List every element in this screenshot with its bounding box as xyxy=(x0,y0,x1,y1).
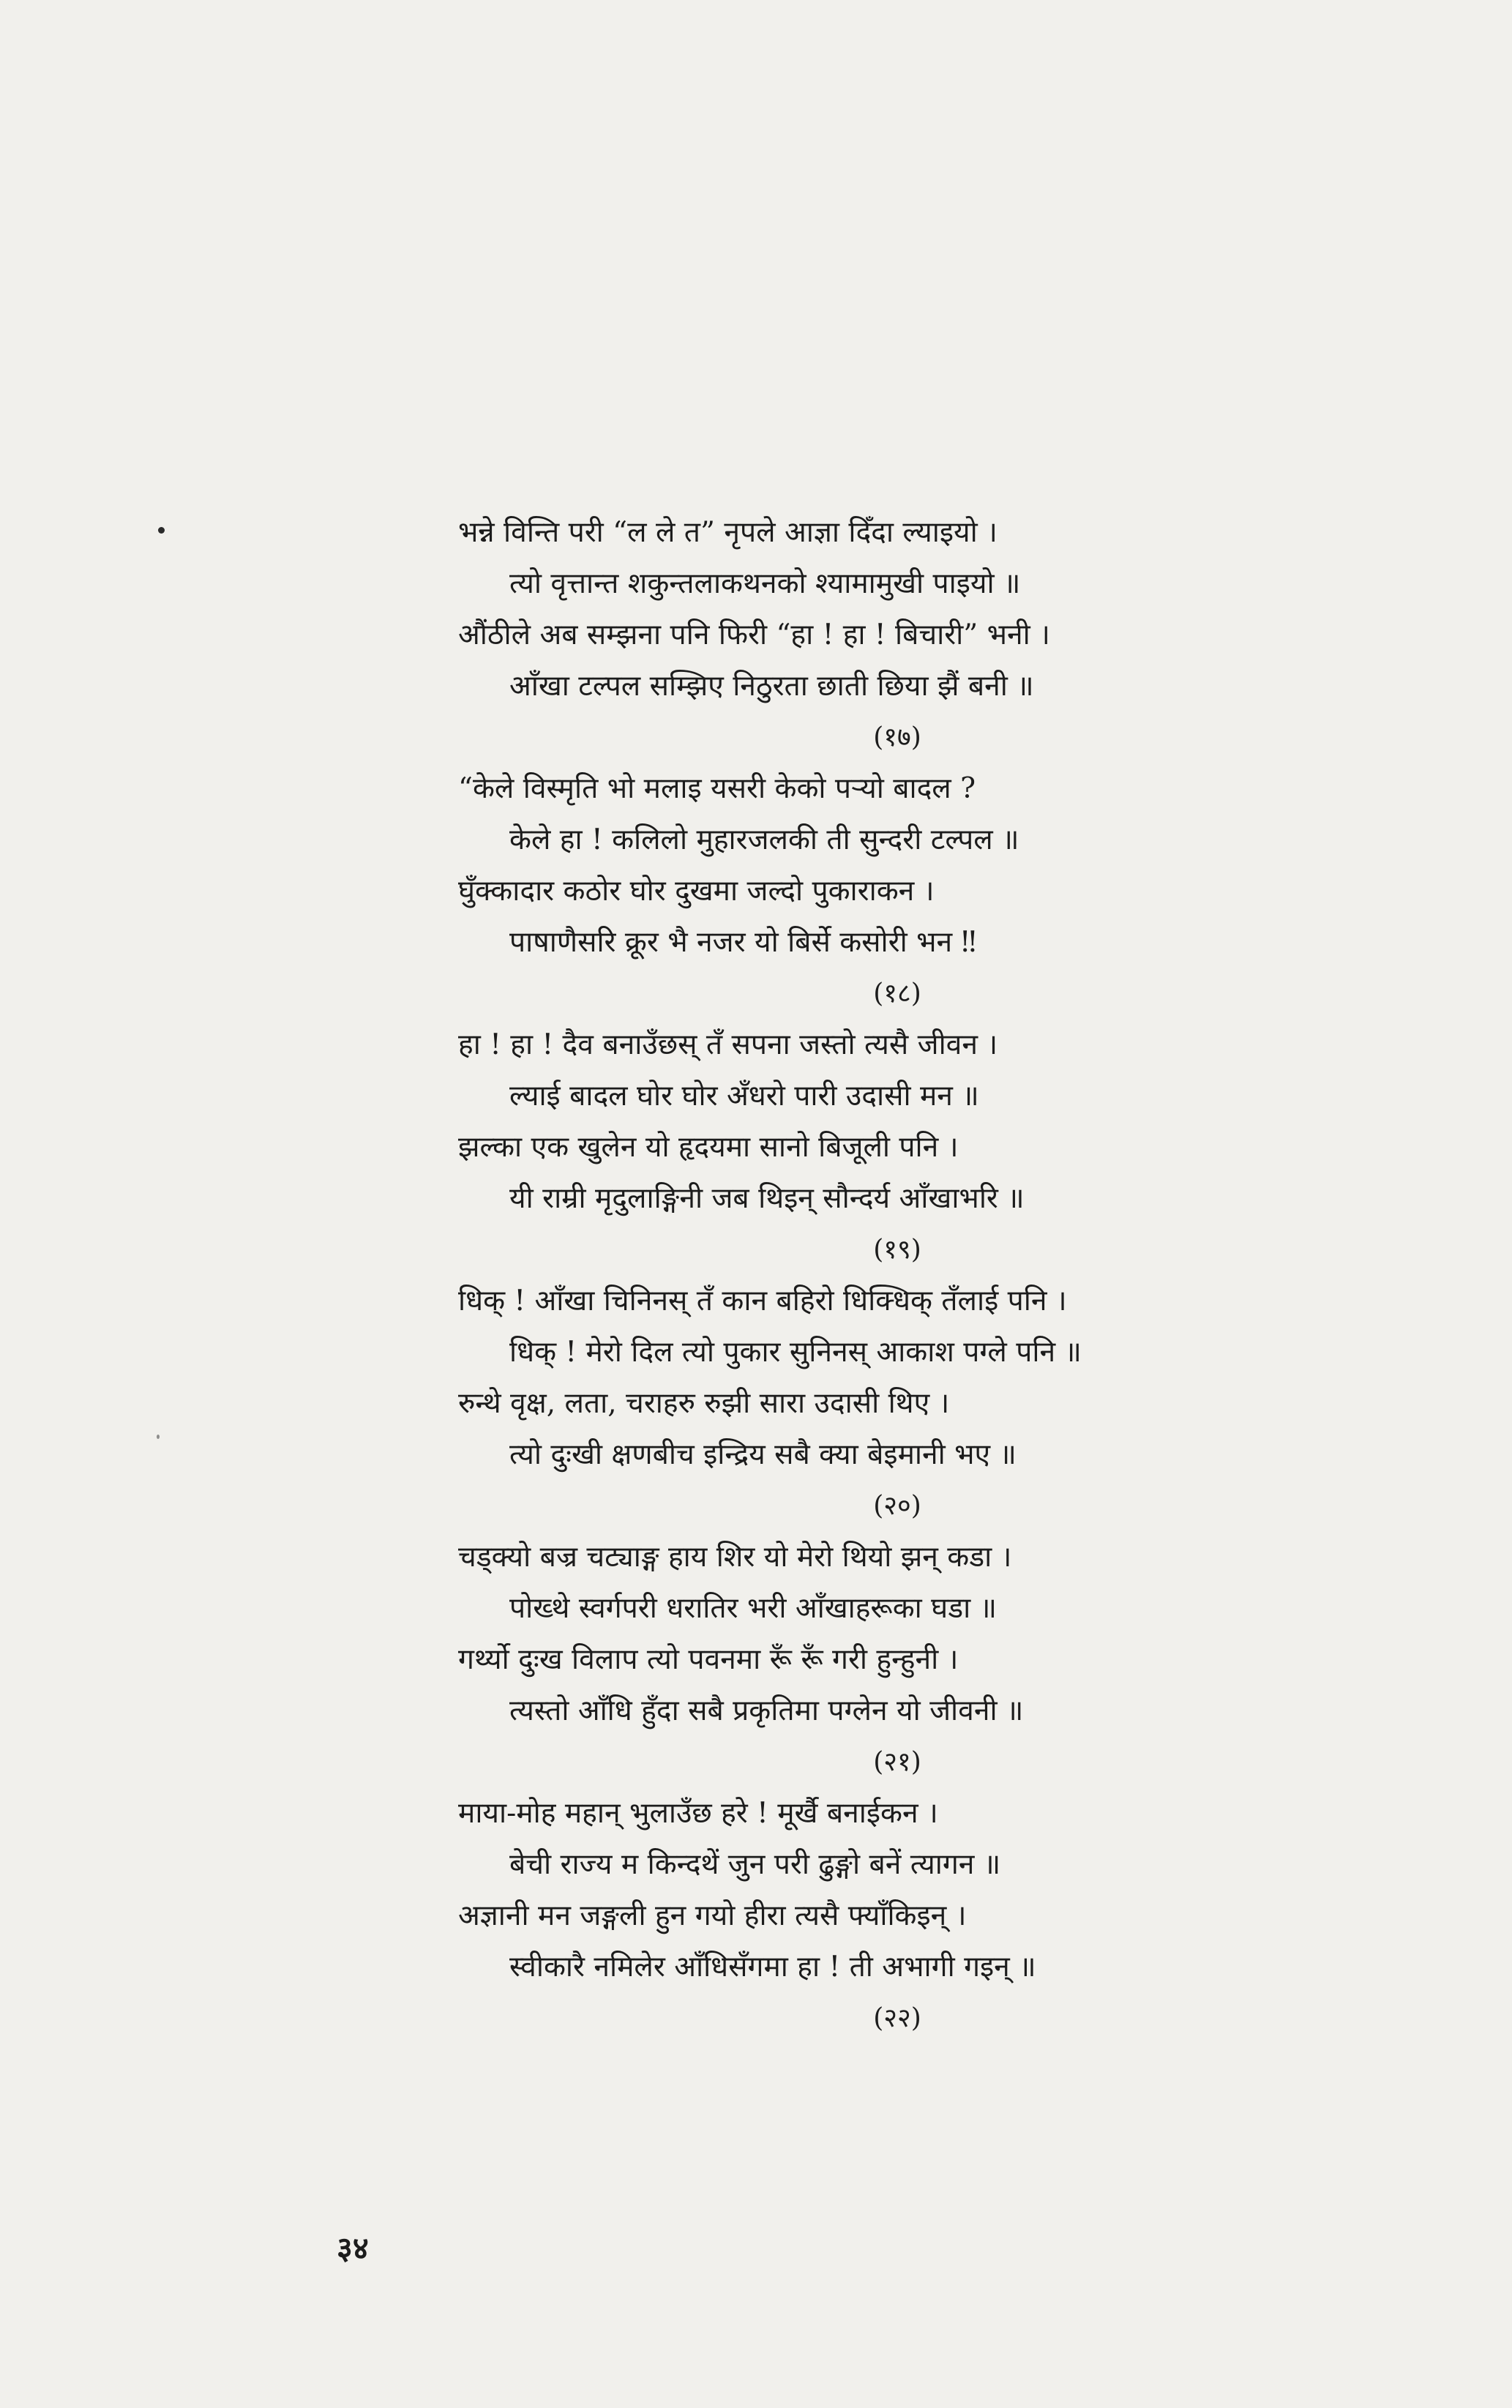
verse-line: औंठीले अब सम्झना पनि फिरी “हा ! हा ! बिचारी” भनी । xyxy=(458,618,1050,651)
verse-line: त्यस्तो आँधि हुँदा सबै प्रकृतिमा पग्लेन यो जीवनी ॥ xyxy=(509,1694,1024,1727)
stanza-number: (२०) xyxy=(873,1491,921,1521)
poem-body xyxy=(458,507,1336,2044)
scan-speck xyxy=(158,527,165,534)
verse-line: पाषाणैसरि क्रूर भै नजर यो बिर्से कसोरी भन ‼ xyxy=(509,926,977,959)
stanza-number: (२२) xyxy=(873,2003,921,2033)
verse-line: त्यो वृत्तान्त शकुन्तलाकथनको श्यामामुखी पाइयो ॥ xyxy=(509,567,1021,600)
verse-line: पोख्थे स्वर्गपरी धरातिर भरी आँखाहरूका घडा ॥ xyxy=(509,1592,997,1625)
verse-line: यी राम्री मृदुलाङ्गिनी जब थिइन् सौन्दर्य आँखाभरि ॥ xyxy=(509,1182,1025,1215)
verse-line: स्वीकारै नमिलेर आँधिसँगमा हा ! ती अभागी गइन् ॥ xyxy=(509,1951,1036,1983)
verse-line: धिक् ! मेरो दिल त्यो पुकार सुनिनस् आकाश पग्ले पनि ॥ xyxy=(509,1336,1082,1369)
stanza-number: (१७) xyxy=(873,722,921,752)
verse-line: माया-मोह महान् भुलाउँछ हरे ! मूर्खै बनाईकन । xyxy=(458,1797,938,1830)
verse-line: झल्का एक खुलेन यो हृदयमा सानो बिजूली पनि । xyxy=(458,1131,959,1164)
verse-line: रुन्थे वृक्ष, लता, चराहरु रुझी सारा उदासी थिए । xyxy=(458,1387,950,1420)
verse-line: घुँक्कादार कठोर घोर दुखमा जल्दो पुकाराकन । xyxy=(458,875,935,908)
stanza-number: (१९) xyxy=(873,1235,921,1265)
verse-line: बेची राज्य म किन्दथें जुन परी ढुङ्गो बनें त्यागन ॥ xyxy=(509,1848,1001,1881)
verse-line: “केले विस्मृति भो मलाइ यसरी केको पऱ्यो बादल ? xyxy=(458,772,976,805)
verse-line: धिक् ! आँखा चिनिनस् तँ कान बहिरो धिक्धिक् तँलाई पनि । xyxy=(458,1285,1067,1317)
verse-line: आँखा टल्पल सम्झिए निठुरता छाती छिया झैं बनी ॥ xyxy=(509,670,1034,703)
verse-line: ल्याई बादल घोर घोर अँधरो पारी उदासी मन ॥ xyxy=(509,1080,979,1113)
scan-speck xyxy=(157,1435,160,1439)
verse-line: अज्ञानी मन जङ्गली हुन गयो हीरा त्यसै फ्याँकिइन् । xyxy=(458,1899,967,1932)
verse-line: चड्क्यो बज्र चट्याङ्ग हाय शिर यो मेरो थियो झन् कडा । xyxy=(458,1541,1012,1574)
verse-line: केले हा ! कलिलो मुहारजलकी ती सुन्दरी टल्पल ॥ xyxy=(509,823,1019,856)
page-number: ३४ xyxy=(337,2230,369,2266)
verse-line: भन्ने विन्ति परी “ल ले त” नृपले आज्ञा दिँदा ल्याइयो । xyxy=(458,516,998,549)
stanza-number: (२१) xyxy=(873,1747,921,1777)
verse-line: त्यो दुःखी क्षणबीच इन्द्रिय सबै क्या बेइमानी भए ॥ xyxy=(509,1438,1017,1471)
stanza-number: (१८) xyxy=(873,979,921,1009)
verse-line: गर्थ्यो दुःख विलाप त्यो पवनमा रूँ रूँ गरी हुन्हुनी । xyxy=(458,1643,959,1676)
verse-line: हा ! हा ! दैव बनाउँछस् तँ सपना जस्तो त्यसै जीवन । xyxy=(458,1028,998,1061)
